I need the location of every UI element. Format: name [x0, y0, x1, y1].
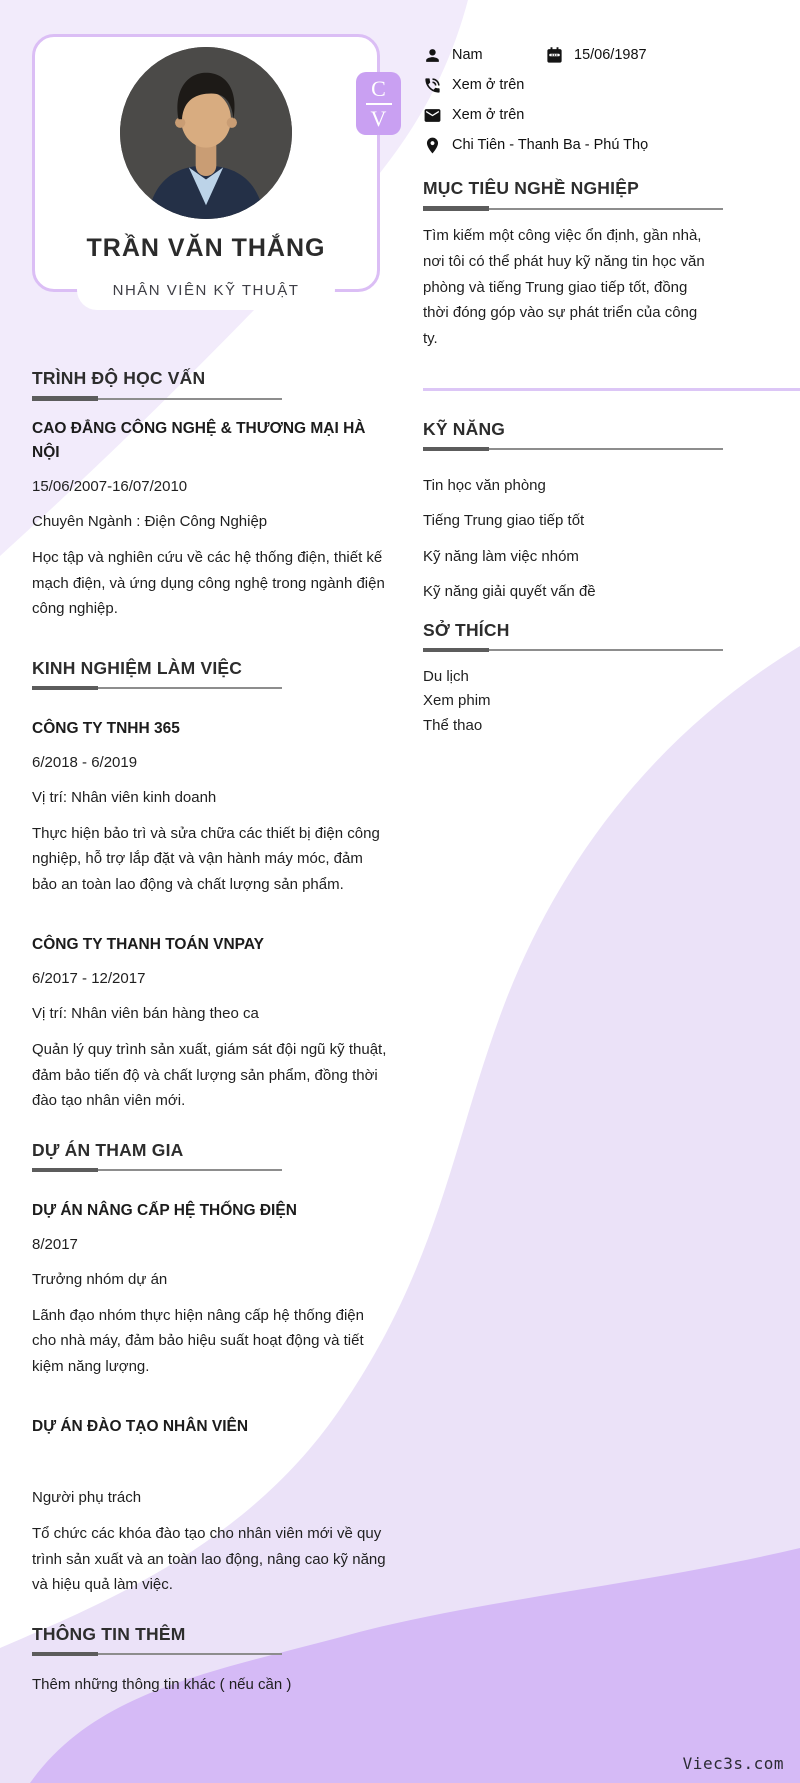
experience-company: CÔNG TY TNHH 365 [32, 719, 180, 737]
skill-item: Kỹ năng làm việc nhóm [423, 547, 579, 565]
project-name: DỰ ÁN ĐÀO TẠO NHÂN VIÊN [32, 1418, 249, 1436]
experience-rule [32, 686, 282, 691]
education-major: Chuyên Ngành : Điện Công Nghiệp [32, 513, 268, 531]
projects-rule [32, 1168, 282, 1173]
skills-heading: KỸ NĂNG [423, 418, 506, 439]
profile-photo [120, 47, 292, 219]
objective-text: Tìm kiếm một công việc ổn định, gần nhà, nơi tôi có thể phát huy kỹ năng tin học văn phòng và tiếng Trung giao tiếp tốt, đồng thời đóng góp vào sự phát triển của công ty. [423, 227, 705, 348]
profile-card [32, 34, 380, 299]
project-role: Trưởng nhóm dự án [32, 1270, 168, 1288]
purple-divider [423, 388, 800, 391]
hobby-item: Xem phim [423, 692, 491, 710]
phone-value: Xem ở trên [452, 77, 525, 93]
experience-desc: Quản lý quy trình sản xuất, giám sát đội ngũ kỹ thuật, đảm bảo tiến độ và chất lượng sản phẩm, đồng thời đào tạo nhân viên mới. [32, 1041, 387, 1110]
project-desc: Tổ chức các khóa đào tạo cho nhân viên mới về quy trình sản xuất và an toàn lao động, nâng cao kỹ năng và hiệu quả làm việc. [32, 1525, 386, 1594]
site-watermark: Viec3s.com [682, 1754, 784, 1773]
project-desc: Lãnh đạo nhóm thực hiện nâng cấp hệ thống điện cho nhà máy, đảm bảo hiệu suất hoạt động và tiết kiệm năng lượng. [32, 1306, 364, 1375]
experience-period: 6/2017 - 12/2017 [32, 970, 146, 988]
hobby-item: Thể thao [423, 716, 483, 734]
cv-badge-letter-v: V [370, 105, 387, 131]
dob-value: 15/06/1987 [574, 47, 647, 63]
objective-rule [423, 206, 723, 211]
hobbies-list [423, 665, 705, 738]
experience-period: 6/2018 - 6/2019 [32, 753, 138, 771]
skills-rule [423, 447, 723, 452]
calendar-icon [545, 46, 564, 65]
cv-badge-divider [366, 103, 392, 105]
project-role: Người phụ trách [32, 1489, 142, 1507]
more-info-heading: THÔNG TIN THÊM [32, 1623, 186, 1644]
project-name: DỰ ÁN NÂNG CẤP HỆ THỐNG ĐIỆN [32, 1201, 297, 1219]
skill-item: Tiếng Trung giao tiếp tốt [423, 512, 585, 530]
project-entry [32, 1199, 388, 1380]
job-title: NHÂN VIÊN KỸ THUẬT [77, 270, 335, 310]
skill-item: Kỹ năng giải quyết vấn đề [423, 583, 596, 601]
education-school: CAO ĐẲNG CÔNG NGHỆ & THƯƠNG MẠI HÀ NỘI [32, 420, 366, 462]
skill-item: Tin học văn phòng [423, 476, 546, 494]
experience-desc: Thực hiện bảo trì và sửa chữa các thiết bị điện công nghiệp, hỗ trợ lắp đặt và vận hành máy móc, đảm bảo an toàn lao động và chất lượng sản phẩm. [32, 824, 380, 893]
education-heading: TRÌNH ĐỘ HỌC VẤN [32, 368, 206, 388]
gender-value: Nam [452, 47, 483, 63]
gender-cell [423, 46, 545, 65]
objective-heading: MỤC TIÊU NGHỀ NGHIỆP [423, 178, 639, 198]
hobbies-rule [423, 648, 723, 653]
more-info-text: Thêm những thông tin khác ( nếu cần ) [32, 1675, 292, 1693]
project-period: 8/2017 [32, 1235, 78, 1253]
education-rule [32, 396, 282, 401]
education-period: 15/06/2007-16/07/2010 [32, 478, 188, 496]
contact-row-phone [423, 70, 705, 100]
left-column [32, 368, 388, 1708]
cv-logo-badge [356, 72, 401, 135]
contact-row-address [423, 130, 705, 160]
email-icon [423, 106, 442, 125]
contact-row-email [423, 100, 705, 130]
right-column [423, 40, 705, 738]
experience-heading: KINH NGHIỆM LÀM VIỆC [32, 657, 243, 678]
hobbies-heading: SỞ THÍCH [423, 619, 510, 640]
contact-row-gender-dob [423, 40, 705, 70]
cv-badge-letter-c: C [371, 75, 386, 101]
person-icon [423, 46, 442, 65]
more-info-rule [32, 1652, 282, 1657]
experience-role: Vị trí: Nhân viên kinh doanh [32, 788, 217, 806]
projects-heading: DỰ ÁN THAM GIA [32, 1139, 184, 1160]
experience-entry [32, 717, 388, 898]
experience-company: CÔNG TY THANH TOÁN VNPAY [32, 936, 264, 954]
hobby-item: Du lịch [423, 667, 469, 685]
address-value: Chi Tiên - Thanh Ba - Phú Thọ [452, 137, 649, 153]
person-name: TRẦN VĂN THẮNG [86, 234, 326, 262]
project-period [32, 1449, 388, 1475]
email-value: Xem ở trên [452, 107, 525, 123]
experience-role: Vị trí: Nhân viên bán hàng theo ca [32, 1005, 259, 1023]
dob-cell [545, 46, 647, 65]
phone-icon [423, 76, 442, 95]
location-pin-icon [423, 136, 442, 155]
education-desc: Học tập và nghiên cứu về các hệ thống điện, thiết kế mạch điện, và ứng dụng công nghệ trong ngành điện công nghiệp. [32, 549, 385, 618]
project-entry [32, 1415, 388, 1598]
skills-list [423, 478, 705, 601]
experience-entry [32, 933, 388, 1114]
